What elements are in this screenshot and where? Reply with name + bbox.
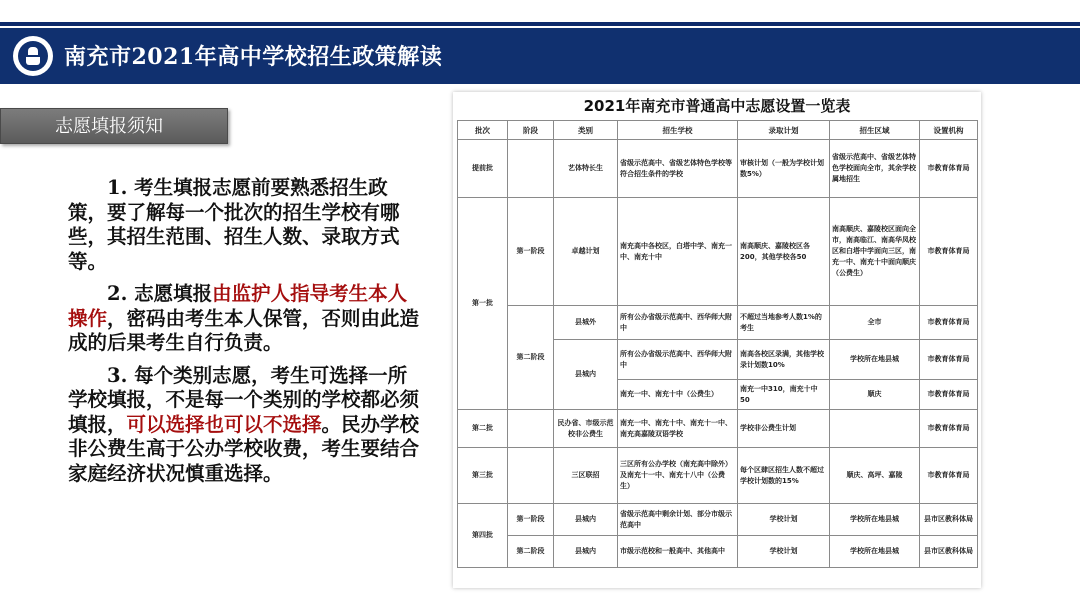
table-header-row — [458, 121, 978, 140]
table-cell: 每个区肆区招生人数不超过学校计划数的15% — [738, 448, 830, 504]
table-cell: 所有公办省级示范高中、西华师大附中 — [618, 306, 738, 340]
col-header: 批次 — [458, 121, 508, 140]
table-row — [458, 140, 978, 198]
table-cell: 县城内 — [554, 340, 618, 410]
table-cell — [830, 410, 920, 448]
table-cell: 第一阶段 — [508, 198, 554, 306]
paragraph-3: 3. 每个类别志愿，考生可选择一所学校填报，不是每一个类别的学校都必须填报，可以选择也可以不选择。民办学校非公费生高于公办学校收费，考生要结合家庭经济状况慎重选择。 — [68, 363, 420, 485]
table-cell — [508, 410, 554, 448]
table-cell: 省级示范高中、省级艺体特色学校等符合招生条件的学校 — [618, 140, 738, 198]
col-header: 招生学校 — [618, 121, 738, 140]
table-row — [458, 536, 978, 568]
table-row — [458, 504, 978, 536]
paragraph-1: 1. 考生填报志愿前要熟悉招生政策，要了解每一个批次的招生学校有哪些，其招生范围、招生人数、录取方式等。 — [68, 176, 400, 273]
table-cell: 顺庆、高坪、嘉陵 — [830, 448, 920, 504]
table-cell: 县市区教科体局 — [920, 504, 978, 536]
table-cell: 提前批 — [458, 140, 508, 198]
table-cell: 民办省、市级示范校非公费生 — [554, 410, 618, 448]
table-cell: 学校计划 — [738, 504, 830, 536]
table-cell: 卓越计划 — [554, 198, 618, 306]
col-header: 类别 — [554, 121, 618, 140]
volunteer-table — [457, 120, 978, 568]
table-cell: 南高各校区录满，其他学校录计划数10% — [738, 340, 830, 380]
table-cell: 南充高中各校区，白塔中学、南充一中、南充十中 — [618, 198, 738, 306]
table-row — [458, 410, 978, 448]
table-cell: 三区所有公办学校（南充高中除外）及南充十一中、南充十八中（公费生） — [618, 448, 738, 504]
paragraph-2: 2. 志愿填报由监护人指导考生本人操作，密码由考生本人保管，否则由此造成的后果考生自行负责。 — [68, 282, 420, 354]
school-emblem-icon — [13, 36, 53, 76]
table-cell: 市教育体育局 — [920, 410, 978, 448]
table-cell: 顺庆 — [830, 380, 920, 410]
table-cell: 第二批 — [458, 410, 508, 448]
page-title: 南充市2021年高中学校招生政策解读 — [64, 44, 443, 70]
table-cell: 艺体特长生 — [554, 140, 618, 198]
table-cell: 学校所在地县城 — [830, 504, 920, 536]
table-cell: 全市 — [830, 306, 920, 340]
col-header: 招生区域 — [830, 121, 920, 140]
table-cell: 县城内 — [554, 504, 618, 536]
table-cell: 南充一中310，南充十中50 — [738, 380, 830, 410]
table-cell: 县城外 — [554, 306, 618, 340]
section-label: 志愿填报须知 — [0, 108, 228, 144]
table-row — [458, 306, 978, 340]
table-cell: 县城内 — [554, 536, 618, 568]
table-cell: 第二阶段 — [508, 536, 554, 568]
table-cell: 第四批 — [458, 504, 508, 568]
table-cell: 三区联招 — [554, 448, 618, 504]
col-header: 录取计划 — [738, 121, 830, 140]
table-cell: 学校所在地县城 — [830, 340, 920, 380]
table-cell: 市教育体育局 — [920, 140, 978, 198]
col-header: 阶段 — [508, 121, 554, 140]
table-cell: 南充一中、南充十中、南充十一中、南充高嘉陵双语学校 — [618, 410, 738, 448]
table-cell: 市级示范校和一般高中、其他高中 — [618, 536, 738, 568]
table-title: 2021年南充市普通高中志愿设置一览表 — [583, 97, 851, 115]
table-cell: 省级示范高中剩余计划、部分市级示范高中 — [618, 504, 738, 536]
table-cell: 第二阶段 — [508, 306, 554, 410]
table-cell: 省级示范高中、省级艺体特色学校面向全市，其余学校属地招生 — [830, 140, 920, 198]
table-cell: 学校非公费生计划 — [738, 410, 830, 448]
table-cell: 南高顺庆、嘉陵校区面向全市，南高临江、南高华凤校区和白塔中学面向三区，南充一中、南充十中面向顺庆（公费生） — [830, 198, 920, 306]
table-cell: 市教育体育局 — [920, 448, 978, 504]
table-cell: 所有公办省级示范高中、西华师大附中 — [618, 340, 738, 380]
table-cell: 第三批 — [458, 448, 508, 504]
table-cell: 南高顺庆、嘉陵校区各200，其他学校各50 — [738, 198, 830, 306]
table-row — [458, 448, 978, 504]
table-cell: 第一阶段 — [508, 504, 554, 536]
table-cell: 市教育体育局 — [920, 306, 978, 340]
table-cell: 市教育体育局 — [920, 198, 978, 306]
notice-text — [68, 176, 420, 494]
table-cell — [508, 448, 554, 504]
table-cell: 审核计划（一般为学校计划数5%） — [738, 140, 830, 198]
table-cell — [508, 140, 554, 198]
table-cell: 学校计划 — [738, 536, 830, 568]
volunteer-table-image — [453, 92, 981, 588]
col-header: 设置机构 — [920, 121, 978, 140]
table-cell: 南充一中、南充十中（公费生） — [618, 380, 738, 410]
table-row — [458, 198, 978, 306]
top-accent-line — [0, 22, 1080, 26]
table-cell: 学校所在地县城 — [830, 536, 920, 568]
table-cell: 市教育体育局 — [920, 380, 978, 410]
table-cell: 不超过当地参考人数1%的考生 — [738, 306, 830, 340]
table-cell: 县市区教科体局 — [920, 536, 978, 568]
table-cell: 市教育体育局 — [920, 340, 978, 380]
table-cell: 第一批 — [458, 198, 508, 410]
